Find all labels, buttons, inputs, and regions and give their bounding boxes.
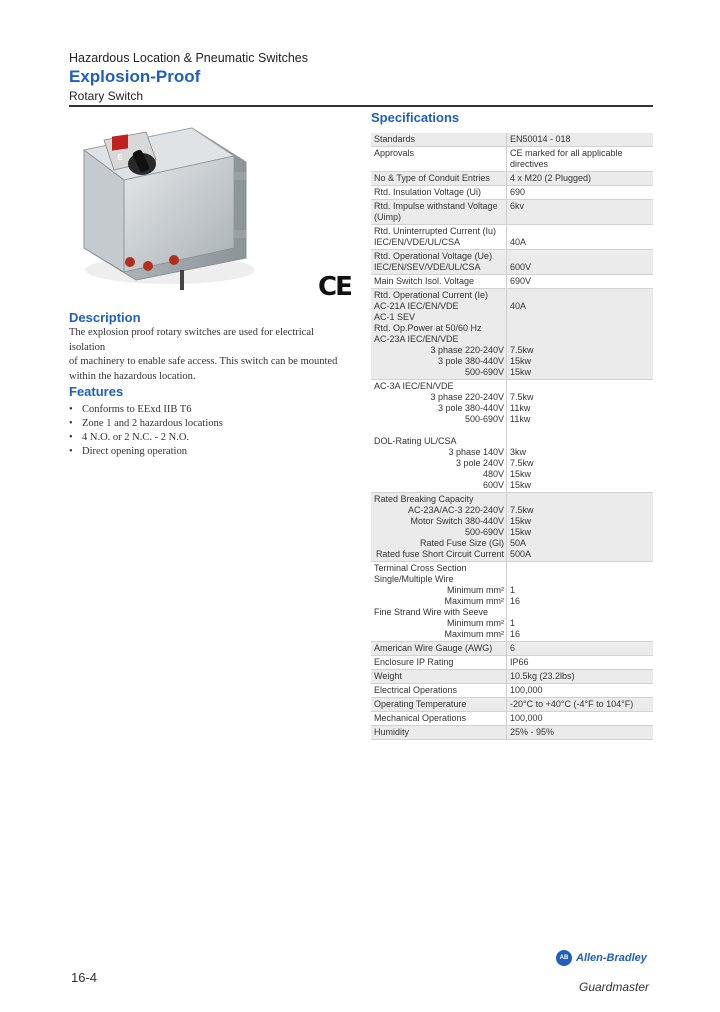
spec-label: Rated Breaking Capacity <box>374 494 474 504</box>
spec-label: 3 phase 140V <box>448 447 504 457</box>
spec-label: 480V <box>482 469 504 479</box>
spec-value <box>510 251 650 262</box>
spec-value-cell <box>507 642 653 655</box>
spec-label: Rtd. Operational Current (Ie) <box>374 290 489 300</box>
spec-value-cell <box>507 712 653 725</box>
spec-label: No & Type of Conduit Entries <box>374 173 490 183</box>
feature-item: • Zone 1 and 2 hazardous locations <box>69 417 223 431</box>
spec-value: 100,000 <box>510 713 543 723</box>
spec-label-cell <box>371 670 507 683</box>
spec-row <box>371 275 653 289</box>
spec-value: 7.5kw <box>510 458 534 468</box>
description-line: of machinery to enable safe access. This switch can be mounted <box>69 356 338 367</box>
category-heading: Hazardous Location & Pneumatic Switches <box>69 51 309 65</box>
description-line: The explosion proof rotary switches are used for electrical isolation <box>69 327 314 353</box>
spec-row <box>371 225 653 250</box>
spec-value-cell <box>507 186 653 199</box>
product-line-name: Guardmaster <box>579 980 650 994</box>
spec-row <box>371 656 653 670</box>
spec-label-cell <box>371 225 507 249</box>
spec-value: 690V <box>510 276 532 286</box>
spec-value: 11kw <box>510 403 531 413</box>
spec-value-cell <box>507 380 653 492</box>
spec-value: -20°C to +40°C (-4°F to 104°F) <box>510 699 634 709</box>
spec-label <box>374 159 504 170</box>
spec-label-cell <box>371 380 507 492</box>
spec-label: DOL-Rating UL/CSA <box>374 436 457 446</box>
spec-label-cell <box>371 656 507 669</box>
spec-label: Terminal Cross Section <box>374 563 467 573</box>
spec-label-cell <box>371 562 507 641</box>
spec-row <box>371 186 653 200</box>
spec-value-cell <box>507 172 653 185</box>
page-subtitle: Rotary Switch <box>69 89 144 103</box>
spec-label: Rated Fuse Size (Gl) <box>419 538 504 548</box>
feature-item: • 4 N.O. or 2 N.C. - 2 N.O. <box>69 431 223 445</box>
spec-value <box>510 425 650 436</box>
spec-value: 6kv <box>510 201 525 211</box>
specifications-table <box>371 133 653 740</box>
spec-label: (Uimp) <box>374 212 401 222</box>
spec-value-cell <box>507 670 653 683</box>
spec-label: Standards <box>374 134 416 144</box>
spec-label: Weight <box>374 671 402 681</box>
spec-label: Operating Temperature <box>374 699 467 709</box>
spec-label: AC-23A IEC/EN/VDE <box>374 334 459 344</box>
page-number: 16-4 <box>71 970 98 985</box>
spec-value-cell <box>507 562 653 641</box>
spec-value: 15kw <box>510 367 532 377</box>
spec-label-cell <box>371 684 507 697</box>
spec-value: 15kw <box>510 527 532 537</box>
description-heading: Description <box>69 310 141 325</box>
features-list <box>69 403 223 459</box>
spec-label: AC-1 SEV <box>374 312 416 322</box>
spec-label: 3 pole 380-440V <box>437 403 504 413</box>
spec-value-cell <box>507 250 653 274</box>
spec-row <box>371 380 653 493</box>
spec-value <box>510 334 650 345</box>
spec-row <box>371 712 653 726</box>
spec-row <box>371 684 653 698</box>
feature-item: • Conforms to EExd IIB T6 <box>69 403 223 417</box>
spec-value-cell <box>507 493 653 561</box>
spec-value-cell <box>507 147 653 171</box>
spec-value: 15kw <box>510 516 532 526</box>
spec-value-cell <box>507 200 653 224</box>
spec-value: 1 <box>510 585 516 595</box>
spec-label: Maximum mm² <box>444 629 504 639</box>
spec-label-cell <box>371 186 507 199</box>
spec-value: 25% - 95% <box>510 727 555 737</box>
spec-label: 500-690V <box>464 367 504 377</box>
spec-value: 7.5kw <box>510 392 534 402</box>
spec-value-cell <box>507 225 653 249</box>
spec-label-cell <box>371 289 507 379</box>
specifications-heading: Specifications <box>371 110 460 125</box>
spec-label-cell <box>371 250 507 274</box>
allen-bradley-logo-icon: AB <box>556 950 572 966</box>
product-photo <box>74 120 254 300</box>
spec-value <box>510 494 650 505</box>
spec-value: 50A <box>510 538 527 548</box>
spec-value <box>510 212 650 223</box>
spec-label-cell <box>371 493 507 561</box>
spec-label: Enclosure IP Rating <box>374 657 454 667</box>
spec-value <box>510 323 650 334</box>
feature-item: • Direct opening operation <box>69 445 223 459</box>
spec-label-cell <box>371 172 507 185</box>
spec-label: 600V <box>482 480 504 490</box>
spec-value: 7.5kw <box>510 505 534 515</box>
spec-label: Fine Strand Wire with Seeve <box>374 607 489 617</box>
spec-label: 3 pole 380-440V <box>437 356 504 366</box>
spec-value: 11kw <box>510 414 531 424</box>
spec-value: 690 <box>510 187 526 197</box>
spec-value: 100,000 <box>510 685 543 695</box>
spec-row <box>371 133 653 147</box>
spec-label: Rated fuse Short Circuit Current <box>375 549 504 559</box>
spec-label: Maximum mm² <box>444 596 504 606</box>
spec-value <box>510 381 650 392</box>
spec-label-cell <box>371 275 507 288</box>
spec-row <box>371 562 653 642</box>
spec-value: 1 <box>510 618 516 628</box>
description-line: within the hazardous location. <box>69 370 196 382</box>
spec-value: IP66 <box>510 657 529 667</box>
spec-value: 10.5kg (23.2lbs) <box>510 671 575 681</box>
spec-label: 500-690V <box>464 527 504 537</box>
spec-value <box>510 436 650 447</box>
spec-label: Rtd. Op.Power at 50/60 Hz <box>374 323 482 333</box>
spec-value: 16 <box>510 629 521 639</box>
spec-label: Minimum mm² <box>447 618 504 628</box>
spec-value-cell <box>507 726 653 739</box>
spec-label: American Wire Gauge (AWG) <box>374 643 493 653</box>
spec-label: Main Switch Isol. Voltage <box>374 276 475 286</box>
spec-label: Rtd. Operational Voltage (Ue) <box>374 251 493 261</box>
spec-row <box>371 493 653 562</box>
spec-label: Humidity <box>374 727 410 737</box>
spec-label-cell <box>371 712 507 725</box>
spec-value: 3kw <box>510 447 527 457</box>
spec-label: Rtd. Insulation Voltage (Ui) <box>374 187 482 197</box>
spec-row <box>371 670 653 684</box>
spec-value: 600V <box>510 262 532 272</box>
spec-label: AC-3A IEC/EN/VDE <box>374 381 454 391</box>
spec-value <box>510 574 650 585</box>
spec-value <box>510 607 650 618</box>
spec-label: Rtd. Uninterrupted Current (Iu) <box>374 226 497 236</box>
spec-row <box>371 642 653 656</box>
spec-value-cell <box>507 684 653 697</box>
spec-value-cell <box>507 275 653 288</box>
spec-label: 3 phase 220-240V <box>430 392 504 402</box>
spec-row <box>371 172 653 186</box>
ce-mark: CE <box>318 272 351 302</box>
spec-label-cell <box>371 642 507 655</box>
spec-label: 500-690V <box>464 414 504 424</box>
spec-label: AC-23A/AC-3 220-240V <box>407 505 504 515</box>
spec-value: 15kw <box>510 480 532 490</box>
spec-value: 15kw <box>510 469 532 479</box>
spec-label: Single/Multiple Wire <box>374 574 454 584</box>
spec-value <box>510 226 650 237</box>
features-heading: Features <box>69 384 124 399</box>
spec-label: Minimum mm² <box>447 585 504 595</box>
spec-value: 500A <box>510 549 532 559</box>
spec-label: Motor Switch 380-440V <box>410 516 504 526</box>
spec-label: Mechanical Operations <box>374 713 467 723</box>
spec-row <box>371 200 653 225</box>
spec-label-cell <box>371 200 507 224</box>
spec-value: 7.5kw <box>510 345 534 355</box>
spec-label <box>374 425 504 436</box>
spec-value <box>510 563 650 574</box>
header-rule <box>69 105 653 107</box>
spec-value-cell <box>507 656 653 669</box>
spec-value: EN50014 - 018 <box>510 134 571 144</box>
spec-value: 40A <box>510 237 527 247</box>
spec-value-cell <box>507 133 653 146</box>
spec-label: Rtd. Impulse withstand Voltage <box>374 201 498 211</box>
spec-label: IEC/EN/VDE/UL/CSA <box>374 237 461 247</box>
description-text <box>69 326 349 384</box>
spec-label-cell <box>371 147 507 171</box>
spec-value <box>510 312 650 323</box>
spec-label-cell <box>371 133 507 146</box>
spec-row <box>371 147 653 172</box>
spec-label: 3 pole 240V <box>455 458 504 468</box>
spec-row <box>371 250 653 275</box>
product-button-letter: E <box>117 153 123 162</box>
page-title: Explosion-Proof <box>69 67 201 86</box>
spec-row <box>371 289 653 380</box>
spec-value: 15kw <box>510 356 532 366</box>
spec-label: IEC/EN/SEV/VDE/UL/CSA <box>374 262 481 272</box>
spec-label: 3 phase 220-240V <box>430 345 504 355</box>
spec-row <box>371 698 653 712</box>
brand-name: Allen-Bradley <box>576 952 647 964</box>
spec-value: 4 x M20 (2 Plugged) <box>510 173 592 183</box>
spec-value: CE marked for all applicable <box>510 148 623 158</box>
spec-label: AC-21A IEC/EN/VDE <box>374 301 459 311</box>
spec-row <box>371 726 653 740</box>
spec-value: 6 <box>510 643 516 653</box>
spec-label: Electrical Operations <box>374 685 458 695</box>
spec-value: 40A <box>510 301 527 311</box>
spec-label-cell <box>371 726 507 739</box>
spec-value-cell <box>507 289 653 379</box>
spec-value: directives <box>510 159 549 169</box>
spec-value-cell <box>507 698 653 711</box>
spec-value <box>510 290 650 301</box>
spec-label-cell <box>371 698 507 711</box>
spec-value: 16 <box>510 596 521 606</box>
spec-label: Approvals <box>374 148 415 158</box>
allen-bradley-brand <box>556 950 647 966</box>
